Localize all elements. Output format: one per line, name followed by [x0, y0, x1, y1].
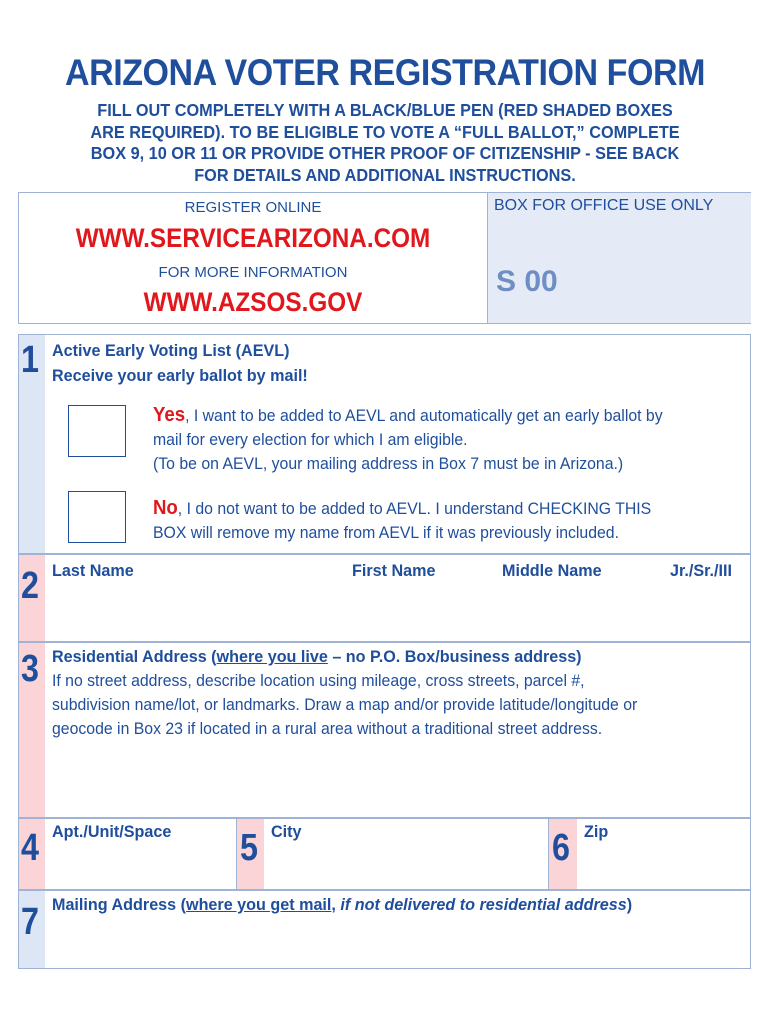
aevl-title: Active Early Voting List (AEVL)	[52, 341, 290, 360]
box-number: 2	[21, 565, 39, 607]
office-code: S 00	[496, 265, 558, 298]
box-number: 4	[21, 827, 39, 869]
label-part: Residential Address (	[52, 647, 217, 666]
instruction-line: FILL OUT COMPLETELY WITH A BLACK/BLUE PEN (RED SHADED BOXES	[97, 100, 673, 120]
yes-text-line2: mail for every election for which I am eligible.	[153, 430, 468, 449]
servicearizona-link[interactable]: WWW.SERVICEARIZONA.COM	[75, 223, 431, 253]
label-part: )	[626, 895, 633, 914]
apt-unit-field[interactable]	[45, 819, 236, 889]
city-label: City	[271, 822, 302, 841]
no-key: No	[153, 497, 178, 519]
label-part: – no P.O. Box/business address)	[327, 647, 582, 666]
first-name-label: First Name	[352, 561, 436, 580]
instruction-line: FOR DETAILS AND ADDITIONAL INSTRUCTIONS.	[194, 164, 576, 185]
form-instructions	[64, 100, 706, 186]
more-info-label: FOR MORE INFORMATION	[158, 264, 348, 281]
yes-text-line3: (To be on AEVL, your mailing address in Box 7 must be in Arizona.)	[153, 454, 624, 473]
box-1-aevl	[18, 334, 751, 554]
middle-name-label: Middle Name	[502, 561, 602, 580]
box-2-name[interactable]	[18, 554, 751, 642]
azsos-link[interactable]: WWW.AZSOS.GOV	[143, 287, 363, 317]
box-number: 3	[21, 648, 39, 690]
online-registration-box	[18, 192, 751, 324]
box-number: 7	[21, 901, 39, 943]
label-part: ,	[331, 895, 341, 914]
office-use-label: BOX FOR OFFICE USE ONLY	[494, 197, 714, 214]
box-3-residential-address[interactable]	[18, 642, 751, 818]
mailing-address-label	[52, 895, 632, 915]
residential-address-help	[52, 669, 722, 741]
box-number: 1	[21, 339, 39, 381]
form-title: ARIZONA VOTER REGISTRATION FORM	[64, 52, 706, 93]
office-use-box	[487, 193, 751, 323]
instruction-line: BOX 9, 10 OR 11 OR PROVIDE OTHER PROOF OF CITIZENSHIP - SEE BACK	[90, 143, 680, 163]
aevl-no-option	[153, 496, 730, 545]
apt-unit-label: Apt./Unit/Space	[52, 822, 172, 841]
aevl-yes-option	[153, 403, 730, 476]
aevl-no-checkbox[interactable]	[68, 491, 126, 543]
city-field[interactable]	[264, 819, 548, 889]
no-text-line2: BOX will remove my name from AEVL if it was previously included.	[153, 523, 619, 542]
label-part: Mailing Address (	[52, 895, 187, 914]
suffix-label: Jr./Sr./III	[670, 561, 732, 580]
label-underlined: where you live	[216, 647, 328, 666]
no-text: , I do not want to be added to AEVL. I understand CHECKING THIS	[177, 499, 652, 518]
help-line: geocode in Box 23 if located in a rural area without a traditional street address.	[52, 719, 603, 738]
help-line: If no street address, describe location using mileage, cross streets, parcel #,	[52, 671, 585, 690]
box-number: 6	[552, 827, 570, 869]
aevl-subtitle: Receive your early ballot by mail!	[52, 366, 308, 385]
yes-key: Yes	[153, 404, 186, 426]
last-name-label: Last Name	[52, 561, 134, 580]
online-info-area	[19, 193, 487, 323]
label-italic: if not delivered to residential address	[340, 895, 627, 914]
zip-label: Zip	[584, 822, 609, 841]
box-number: 5	[240, 827, 258, 869]
instruction-line: ARE REQUIRED). TO BE ELIGIBLE TO VOTE A “FULL BALLOT,” COMPLETE	[90, 121, 680, 142]
help-line: subdivision name/lot, or landmarks. Draw a map and/or provide latitude/longitude or	[52, 695, 638, 714]
label-underlined: where you get mail	[186, 895, 332, 914]
box-7-mailing-address[interactable]	[18, 890, 751, 969]
residential-address-label	[52, 647, 582, 667]
aevl-yes-checkbox[interactable]	[68, 405, 126, 457]
zip-field[interactable]	[577, 819, 750, 889]
yes-text: , I want to be added to AEVL and automatically get an early ballot by	[185, 406, 663, 425]
box-4-5-6-row	[18, 818, 751, 890]
register-online-label: REGISTER ONLINE	[184, 199, 322, 216]
